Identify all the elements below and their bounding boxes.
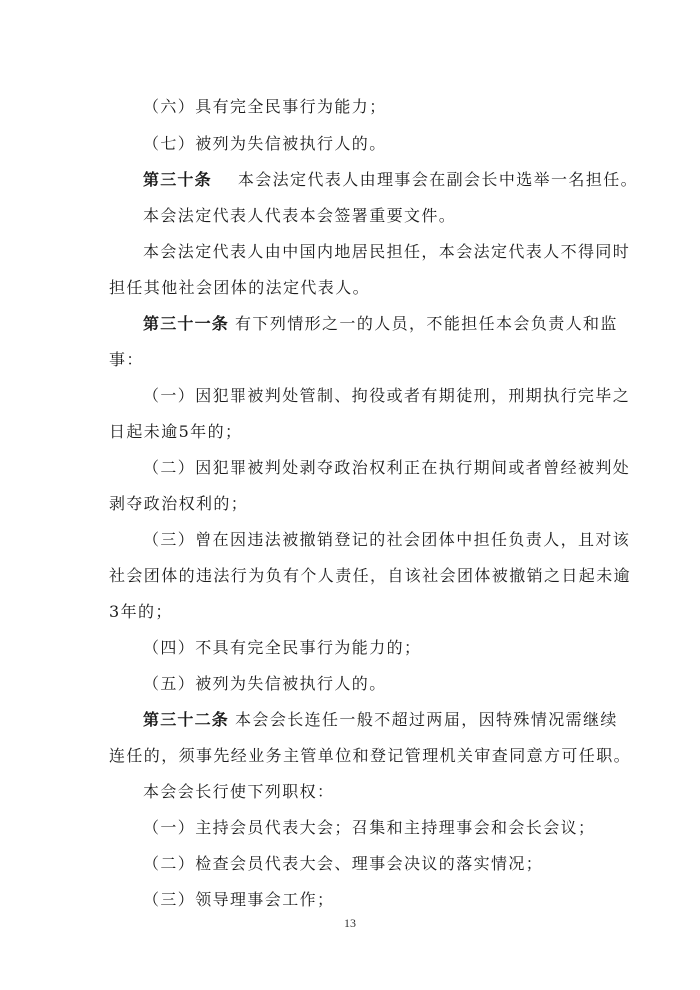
- article-32: [143, 709, 618, 731]
- clause: （二）检查会员代表大会、理事会决议的落实情况；: [143, 854, 544, 873]
- clause: （四）不具有完全民事行为能力的；: [143, 638, 422, 657]
- paragraph: 连任的，须事先经业务主管单位和登记管理机关审查同意方可任职。: [109, 746, 632, 765]
- clause: （三）领导理事会工作；: [143, 890, 335, 909]
- clause: 剥夺政治权利的；: [109, 494, 249, 513]
- paragraph: 担任其他社会团体的法定代表人。: [109, 278, 371, 297]
- clause-7: （七）被列为失信被执行人的。: [143, 134, 387, 153]
- paragraph: 事：: [109, 350, 144, 369]
- article-31-heading: 第三十一条: [143, 314, 230, 333]
- article-31: [143, 313, 618, 335]
- page-number: 13: [344, 916, 356, 930]
- article-32-text: 本会会长连任一般不超过两届，因特殊情况需继续: [235, 710, 618, 729]
- clause: （三）曾在因违法被撤销登记的社会团体中担任负责人，且对该: [143, 530, 631, 549]
- article-30-heading: 第三十条: [143, 170, 212, 189]
- paragraph: 本会会长行使下列职权：: [143, 782, 335, 801]
- clause: 3年的；: [109, 602, 173, 621]
- clause-6: （六）具有完全民事行为能力；: [143, 97, 387, 116]
- clause: （一）因犯罪被判处管制、拘役或者有期徒刑，刑期执行完毕之: [143, 386, 631, 405]
- clause: （二）因犯罪被判处剥夺政治权利正在执行期间或者曾经被判处: [143, 458, 631, 477]
- article-31-text: 有下列情形之一的人员，不能担任本会负责人和监: [235, 314, 618, 333]
- article-30-text: 本会法定代表人由理事会在副会长中选举一名担任。: [237, 170, 639, 189]
- paragraph: 本会法定代表人代表本会签署重要文件。: [143, 206, 457, 225]
- clause: 社会团体的违法行为负有个人责任，自该社会团体被撤销之日起未逾: [109, 566, 632, 585]
- clause: 日起未逾5年的；: [109, 422, 243, 441]
- clause: （一）主持会员代表大会；召集和主持理事会和会长会议；: [143, 818, 596, 837]
- paragraph: 本会法定代表人由中国内地居民担任，本会法定代表人不得同时: [143, 242, 631, 261]
- article-30: [143, 169, 638, 191]
- article-32-heading: 第三十二条: [143, 710, 230, 729]
- clause: （五）被列为失信被执行人的。: [143, 674, 387, 693]
